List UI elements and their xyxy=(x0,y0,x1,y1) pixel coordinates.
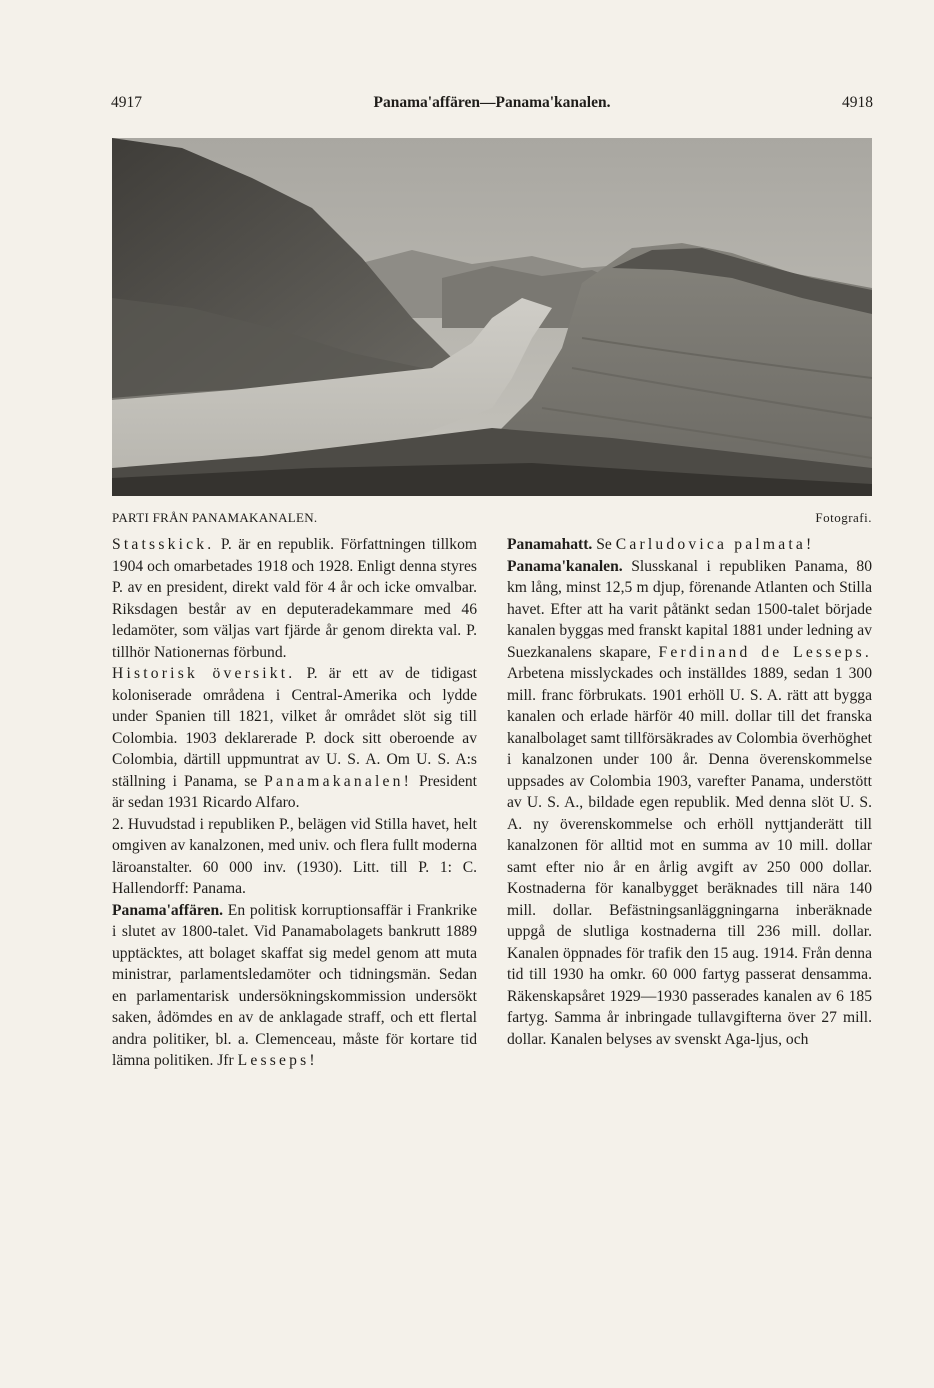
page-title: Panama'affären—Panama'kanalen. xyxy=(373,94,611,111)
paragraph-text: 2. Huvudstad i republiken P., belägen vid Stilla havet, helt omgiven av kanalzonen, med univ. och flera fullt moderna läroanstalter. 60 000 inv. (1930). Litt. till P. 1: C. Hallendorff: Panama. xyxy=(112,815,477,897)
paragraph-text: President är sedan 1931 Ricardo Alfaro. xyxy=(112,772,477,811)
entry-panama-kanalen xyxy=(507,556,872,1051)
cross-reference: Panamakanalen! xyxy=(264,772,412,790)
left-column xyxy=(112,534,477,1072)
section-term: Historisk översikt. xyxy=(112,665,296,682)
canal-photograph xyxy=(112,138,872,496)
paragraph-text: Arbetena misslyckades och inställdes 1889, sedan 1 300 mill. franc förbrukats. 1901 erhöll U. S. A. rätt att bygga kanalen och erlade härför 40 mill. dollar till det franska kanalbolaget samt tillförsäkrades av Colombia överhöghet i kanalzonen under 100 år. Denna överenskommelse uppsades av Colombia 1903, varefter Panama, understött av U. S. A., bildade egen republik. Med denna slöt U. S. A. ny överenskommelse och erhöll nyttjanderätt till kanalzonen för alltid mot en summa av 10 mill. dollar samt efter nio år en årlig avgift av 250 000 dollar. Kostnaderna för kanalbygget beräknades till nära 140 mill. dollar. Befästningsanläggningarna inberäknade uppgå de slutliga kostnaderna till 236 mill. dollar. Kanalen öppnades för trafik den 15 aug. 1914. Från denna tid till 1930 ha omkr. 60 000 fartyg passerat densamma. Räkenskapsåret 1929—1930 passerades kanalen av 6 185 fartyg. Samma år inbringade tullavgifterna över 27 mill. dollar. Kanalen belyses av svenskt Aga-ljus, och xyxy=(507,665,872,1048)
paragraph-statsskick xyxy=(112,534,477,663)
paragraph-text: Slusskanal i republiken Panama, 80 km lång, minst 12,5 m djup, förenande Atlanten och Stilla havet. Efter att ha varit påtänkt sedan 1500-talet började kanalen byggas med franskt kapital 1881 under ledning av Suezkanalens skapare, xyxy=(507,557,872,661)
canal-landscape-illustration xyxy=(112,138,872,496)
entry-panamahatt xyxy=(507,534,872,556)
paragraph-text: En politisk korruptionsaffär i Frankrike i slutet av 1800-talet. Vid Panamabolagets bankrutt 1889 upptäcktes, att bolaget skaffat sig medel genom att muta ministrar, parlamentsledamöter och tidningsmän. Sedan en parlamentarisk undersökningskommission undersökt saken, ådömdes en av de anklagade straff, och ett flertal andra politiker, bl. a. Clemenceau, måste för kortare tid lämna politiken. Jfr xyxy=(112,901,477,1069)
paragraph-text: Se xyxy=(592,536,616,553)
page-number-right: 4918 xyxy=(842,94,873,111)
page-number-left: 4917 xyxy=(111,94,142,111)
paragraph-historik xyxy=(112,663,477,814)
entry-headword: Panama'kanalen. xyxy=(507,557,623,575)
right-column xyxy=(507,534,872,1050)
paragraph-huvudstad xyxy=(112,814,477,900)
figure-caption: PARTI FRÅN PANAMAKANALEN. xyxy=(112,510,318,525)
paragraph-text: P. är ett av de tidigast koloniserade områdena i Central-Amerika och lydde under Spanien till 1821, vilket år området slöt sig till Colombia. 1903 deklarerade P. dock sitt oberoende av Colombia, därtill uppmuntrat av U. S. A. Om U. S. A:s ställning i Panama, se xyxy=(112,665,477,790)
photo-credit: Fotografi. xyxy=(815,510,872,525)
entry-headword: Panamahatt. xyxy=(507,536,593,553)
paragraph-text: P. är en republik. Författningen tillkom 1904 och omarbetades 1918 och 1928. Enligt denna styres P. av en president, direkt vald för 4 år och icke omvalbar. Riksdagen består av en deputeradekammare med 46 ledamöter, som väljas vart fjärde år genom direkta val. P. tillhör Nationernas förbund. xyxy=(112,536,477,661)
section-term: Statsskick. xyxy=(112,536,215,553)
cross-reference: Lesseps! xyxy=(237,1052,318,1069)
cross-reference: Carludovica palmata! xyxy=(615,536,815,553)
entry-headword: Panama'affären. xyxy=(112,901,224,919)
person-name: Ferdinand de Lesseps. xyxy=(658,643,872,661)
running-head xyxy=(111,94,873,116)
entry-panama-affaren xyxy=(112,900,477,1072)
